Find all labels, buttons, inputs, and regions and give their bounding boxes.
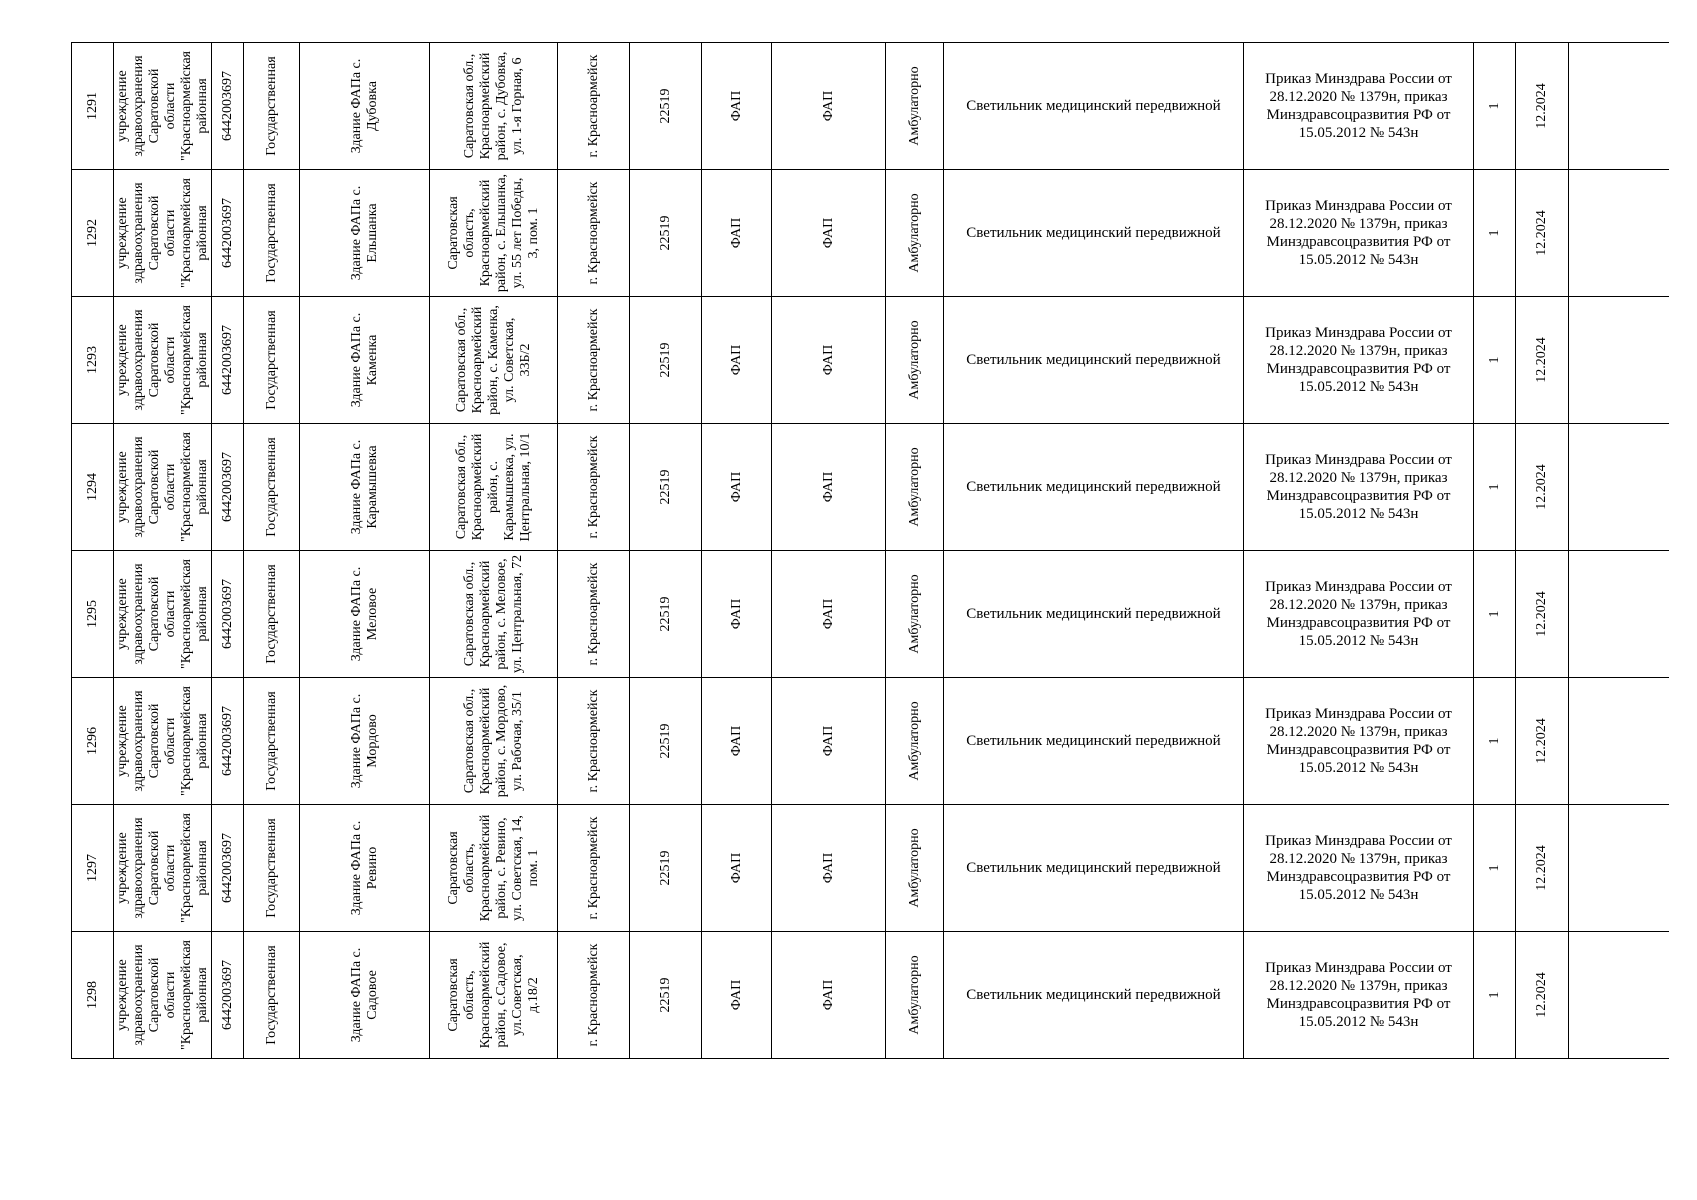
organization-text: учреждение здравоохранения Саратовской области "Красноармейская районная — [114, 305, 210, 415]
unit-type-cell — [771, 43, 885, 169]
address-cell — [429, 297, 557, 423]
city-cell — [557, 678, 629, 804]
care-form-text: Амбулаторно — [906, 574, 922, 654]
facility-type-cell — [701, 43, 771, 169]
code-text: 22519 — [657, 342, 673, 378]
table-row — [71, 931, 1669, 1059]
care-form-text: Амбулаторно — [906, 828, 922, 908]
care-form-cell — [885, 932, 943, 1058]
address-cell — [429, 678, 557, 804]
city-text: г. Красноармейск — [585, 435, 601, 539]
facility-type-cell — [701, 170, 771, 296]
row-number-text: 1293 — [84, 346, 100, 374]
quantity-text: 1 — [1486, 610, 1502, 618]
address-cell — [429, 43, 557, 169]
building-text: Здание ФАПа с. Дубовка — [348, 58, 380, 154]
equipment-table — [71, 42, 1669, 1060]
equipment-cell — [943, 932, 1243, 1058]
facility-type-text: ФАП — [728, 598, 744, 630]
city-cell — [557, 297, 629, 423]
city-text: г. Красноармейск — [585, 816, 601, 920]
organization-cell — [113, 170, 211, 296]
unit-type-cell — [771, 424, 885, 550]
inn-cell — [211, 551, 243, 677]
regulation-text: Приказ Минздрава России от 28.12.2020 № 1379н, приказ Минздравсоцразвития РФ от 15.05.2012 № 543н — [1265, 706, 1452, 776]
facility-type-text: ФАП — [728, 90, 744, 122]
code-cell — [629, 805, 701, 931]
equipment-text: Светильник медицинский передвижной — [966, 860, 1221, 876]
address-text: Саратовская область, Красноармейский район, с. Ельшанка, ул. 55 лет Победы, 3, пом. 1 — [445, 173, 541, 293]
ownership-cell — [243, 932, 299, 1058]
address-text: Саратовская область, Красноармейский район, с. Ревино, ул. Советская, 14, пом. 1 — [445, 814, 541, 922]
building-cell — [299, 424, 429, 550]
ownership-cell — [243, 424, 299, 550]
organization-text: учреждение здравоохранения Саратовской области "Красноармейская районная — [114, 178, 210, 288]
building-text: Здание ФАПа с. Ревино — [348, 820, 380, 916]
code-text: 22519 — [657, 469, 673, 505]
quantity-cell — [1473, 678, 1515, 804]
quantity-cell — [1473, 297, 1515, 423]
building-cell — [299, 551, 429, 677]
unit-type-cell — [771, 551, 885, 677]
equipment-text: Светильник медицинский передвижной — [966, 479, 1221, 495]
facility-type-cell — [701, 297, 771, 423]
regulation-text: Приказ Минздрава России от 28.12.2020 № 1379н, приказ Минздравсоцразвития РФ от 15.05.2012 № 543н — [1265, 198, 1452, 268]
ownership-cell — [243, 170, 299, 296]
organization-text: учреждение здравоохранения Саратовской области "Красноармейская районная — [114, 940, 210, 1050]
ownership-text: Государственная — [263, 564, 279, 664]
table-row — [71, 550, 1669, 677]
care-form-cell — [885, 805, 943, 931]
city-cell — [557, 170, 629, 296]
code-cell — [629, 170, 701, 296]
organization-text: учреждение здравоохранения Саратовской области "Красноармейская районная — [114, 432, 210, 542]
organization-cell — [113, 43, 211, 169]
facility-type-text: ФАП — [728, 344, 744, 376]
building-text: Здание ФАПа с. Ельшанка — [348, 185, 380, 281]
table-row — [71, 169, 1669, 296]
care-form-cell — [885, 551, 943, 677]
quantity-cell — [1473, 551, 1515, 677]
address-text: Саратовская обл., Красноармейский район, с. Каменка, ул. Советская, 33Б/2 — [453, 305, 533, 415]
equipment-text: Светильник медицинский передвижной — [966, 98, 1221, 114]
regulation-cell — [1243, 805, 1473, 931]
facility-type-cell — [701, 805, 771, 931]
row-number-text: 1296 — [84, 727, 100, 755]
city-cell — [557, 932, 629, 1058]
ownership-text: Государственная — [263, 691, 279, 791]
care-form-cell — [885, 297, 943, 423]
care-form-text: Амбулаторно — [906, 320, 922, 400]
building-cell — [299, 678, 429, 804]
inn-text: 6442003697 — [219, 198, 235, 268]
row-number-cell — [71, 551, 113, 677]
equipment-text: Светильник медицинский передвижной — [966, 987, 1221, 1003]
equipment-text: Светильник медицинский передвижной — [966, 733, 1221, 749]
address-cell — [429, 932, 557, 1058]
city-text: г. Красноармейск — [585, 943, 601, 1047]
care-form-text: Амбулаторно — [906, 701, 922, 781]
unit-type-text: ФАП — [820, 598, 836, 630]
equipment-cell — [943, 424, 1243, 550]
quantity-cell — [1473, 932, 1515, 1058]
care-form-cell — [885, 170, 943, 296]
address-text: Саратовская обл., Красноармейский район, с. Карамышевка, ул. Центральная, 10/1 — [453, 432, 533, 542]
care-form-text: Амбулаторно — [906, 66, 922, 146]
address-text: Саратовская обл., Красноармейский район, с. Дубовка, ул. 1-я Горная, 6 — [461, 51, 525, 161]
code-cell — [629, 551, 701, 677]
ownership-text: Государственная — [263, 437, 279, 537]
code-cell — [629, 297, 701, 423]
row-number-cell — [71, 297, 113, 423]
row-number-cell — [71, 805, 113, 931]
city-cell — [557, 805, 629, 931]
inn-cell — [211, 678, 243, 804]
regulation-cell — [1243, 43, 1473, 169]
organization-text: учреждение здравоохранения Саратовской области "Красноармейская районная — [114, 559, 210, 669]
equipment-text: Светильник медицинский передвижной — [966, 606, 1221, 622]
row-number-cell — [71, 932, 113, 1058]
quantity-text: 1 — [1486, 483, 1502, 491]
ownership-cell — [243, 805, 299, 931]
code-text: 22519 — [657, 977, 673, 1013]
equipment-cell — [943, 551, 1243, 677]
organization-cell — [113, 932, 211, 1058]
date-cell — [1515, 678, 1569, 804]
organization-cell — [113, 678, 211, 804]
city-text: г. Красноармейск — [585, 689, 601, 793]
code-cell — [629, 43, 701, 169]
facility-type-cell — [701, 551, 771, 677]
date-text: 12.2024 — [1534, 591, 1549, 637]
inn-text: 6442003697 — [219, 833, 235, 903]
date-cell — [1515, 551, 1569, 677]
organization-cell — [113, 551, 211, 677]
inn-cell — [211, 43, 243, 169]
ownership-text: Государственная — [263, 945, 279, 1045]
organization-text: учреждение здравоохранения Саратовской области "Красноармейская районная — [114, 686, 210, 796]
date-text: 12.2024 — [1534, 337, 1549, 383]
inn-cell — [211, 932, 243, 1058]
facility-type-text: ФАП — [728, 217, 744, 249]
facility-type-text: ФАП — [728, 852, 744, 884]
regulation-cell — [1243, 678, 1473, 804]
code-text: 22519 — [657, 596, 673, 632]
address-cell — [429, 551, 557, 677]
care-form-cell — [885, 43, 943, 169]
ownership-cell — [243, 678, 299, 804]
city-cell — [557, 551, 629, 677]
quantity-text: 1 — [1486, 991, 1502, 999]
city-text: г. Красноармейск — [585, 54, 601, 158]
facility-type-cell — [701, 424, 771, 550]
organization-text: учреждение здравоохранения Саратовской области "Красноармейская районная — [114, 813, 210, 923]
building-text: Здание ФАПа с. Меловое — [348, 566, 380, 662]
regulation-cell — [1243, 170, 1473, 296]
unit-type-cell — [771, 678, 885, 804]
inn-text: 6442003697 — [219, 960, 235, 1030]
ownership-cell — [243, 43, 299, 169]
quantity-cell — [1473, 805, 1515, 931]
date-cell — [1515, 170, 1569, 296]
building-cell — [299, 170, 429, 296]
inn-text: 6442003697 — [219, 579, 235, 649]
inn-text: 6442003697 — [219, 325, 235, 395]
date-text: 12.2024 — [1534, 464, 1549, 510]
facility-type-cell — [701, 932, 771, 1058]
date-text: 12.2024 — [1534, 83, 1549, 129]
table-row — [71, 296, 1669, 423]
equipment-cell — [943, 170, 1243, 296]
inn-cell — [211, 297, 243, 423]
code-text: 22519 — [657, 88, 673, 124]
equipment-cell — [943, 805, 1243, 931]
code-text: 22519 — [657, 850, 673, 886]
unit-type-text: ФАП — [820, 90, 836, 122]
unit-type-cell — [771, 297, 885, 423]
quantity-text: 1 — [1486, 102, 1502, 110]
regulation-text: Приказ Минздрава России от 28.12.2020 № 1379н, приказ Минздравсоцразвития РФ от 15.05.2012 № 543н — [1265, 452, 1452, 522]
date-cell — [1515, 297, 1569, 423]
date-text: 12.2024 — [1534, 718, 1549, 764]
row-number-text: 1291 — [84, 92, 100, 120]
unit-type-text: ФАП — [820, 217, 836, 249]
regulation-text: Приказ Минздрава России от 28.12.2020 № 1379н, приказ Минздравсоцразвития РФ от 15.05.2012 № 543н — [1265, 325, 1452, 395]
quantity-cell — [1473, 43, 1515, 169]
regulation-cell — [1243, 932, 1473, 1058]
quantity-text: 1 — [1486, 229, 1502, 237]
building-cell — [299, 43, 429, 169]
quantity-text: 1 — [1486, 737, 1502, 745]
city-cell — [557, 424, 629, 550]
inn-text: 6442003697 — [219, 706, 235, 776]
ownership-text: Государственная — [263, 310, 279, 410]
building-cell — [299, 297, 429, 423]
inn-text: 6442003697 — [219, 452, 235, 522]
table-row — [71, 677, 1669, 804]
regulation-cell — [1243, 424, 1473, 550]
date-cell — [1515, 43, 1569, 169]
code-cell — [629, 424, 701, 550]
organization-text: учреждение здравоохранения Саратовской области "Красноармейская районная — [114, 51, 210, 161]
date-text: 12.2024 — [1534, 845, 1549, 891]
date-cell — [1515, 805, 1569, 931]
date-text: 12.2024 — [1534, 972, 1549, 1018]
date-cell — [1515, 424, 1569, 550]
code-cell — [629, 932, 701, 1058]
row-number-text: 1298 — [84, 981, 100, 1009]
care-form-cell — [885, 424, 943, 550]
address-text: Саратовская область, Красноармейский район, с.Садовое, ул.Советская, д.18/2 — [445, 941, 541, 1049]
regulation-cell — [1243, 551, 1473, 677]
regulation-cell — [1243, 297, 1473, 423]
ownership-text: Государственная — [263, 818, 279, 918]
unit-type-text: ФАП — [820, 344, 836, 376]
regulation-text: Приказ Минздрава России от 28.12.2020 № 1379н, приказ Минздравсоцразвития РФ от 15.05.2012 № 543н — [1265, 579, 1452, 649]
address-text: Саратовская обл., Красноармейский район, с. Мордово, ул. Рабочая, 35/1 — [461, 684, 525, 798]
unit-type-text: ФАП — [820, 979, 836, 1011]
care-form-text: Амбулаторно — [906, 447, 922, 527]
row-number-cell — [71, 43, 113, 169]
unit-type-text: ФАП — [820, 471, 836, 503]
table-row — [71, 804, 1669, 931]
row-number-cell — [71, 424, 113, 550]
quantity-cell — [1473, 170, 1515, 296]
row-number-text: 1292 — [84, 219, 100, 247]
city-text: г. Красноармейск — [585, 181, 601, 285]
ownership-cell — [243, 551, 299, 677]
row-number-text: 1294 — [84, 473, 100, 501]
address-cell — [429, 805, 557, 931]
unit-type-text: ФАП — [820, 725, 836, 757]
regulation-text: Приказ Минздрава России от 28.12.2020 № 1379н, приказ Минздравсоцразвития РФ от 15.05.2012 № 543н — [1265, 71, 1452, 141]
table-row — [71, 42, 1669, 169]
city-cell — [557, 43, 629, 169]
building-text: Здание ФАПа с. Садовое — [348, 947, 380, 1043]
facility-type-text: ФАП — [728, 979, 744, 1011]
code-text: 22519 — [657, 215, 673, 251]
organization-cell — [113, 297, 211, 423]
building-text: Здание ФАПа с. Карамышевка — [348, 439, 380, 535]
inn-cell — [211, 424, 243, 550]
row-number-cell — [71, 678, 113, 804]
unit-type-cell — [771, 932, 885, 1058]
regulation-text: Приказ Минздрава России от 28.12.2020 № 1379н, приказ Минздравсоцразвития РФ от 15.05.2012 № 543н — [1265, 833, 1452, 903]
quantity-text: 1 — [1486, 864, 1502, 872]
organization-cell — [113, 424, 211, 550]
facility-type-text: ФАП — [728, 725, 744, 757]
unit-type-cell — [771, 170, 885, 296]
equipment-text: Светильник медицинский передвижной — [966, 352, 1221, 368]
ownership-cell — [243, 297, 299, 423]
row-number-text: 1297 — [84, 854, 100, 882]
equipment-text: Светильник медицинский передвижной — [966, 225, 1221, 241]
unit-type-cell — [771, 805, 885, 931]
facility-type-text: ФАП — [728, 471, 744, 503]
table-row — [71, 423, 1669, 550]
care-form-text: Амбулаторно — [906, 193, 922, 273]
address-cell — [429, 424, 557, 550]
organization-cell — [113, 805, 211, 931]
regulation-text: Приказ Минздрава России от 28.12.2020 № 1379н, приказ Минздравсоцразвития РФ от 15.05.2012 № 543н — [1265, 960, 1452, 1030]
code-text: 22519 — [657, 723, 673, 759]
quantity-text: 1 — [1486, 356, 1502, 364]
inn-cell — [211, 805, 243, 931]
care-form-cell — [885, 678, 943, 804]
ownership-text: Государственная — [263, 56, 279, 156]
date-text: 12.2024 — [1534, 210, 1549, 256]
address-cell — [429, 170, 557, 296]
inn-cell — [211, 170, 243, 296]
row-number-text: 1295 — [84, 600, 100, 628]
equipment-cell — [943, 297, 1243, 423]
care-form-text: Амбулаторно — [906, 955, 922, 1035]
city-text: г. Красноармейск — [585, 562, 601, 666]
code-cell — [629, 678, 701, 804]
equipment-cell — [943, 678, 1243, 804]
quantity-cell — [1473, 424, 1515, 550]
building-cell — [299, 805, 429, 931]
building-cell — [299, 932, 429, 1058]
address-text: Саратовская обл., Красноармейский район, с. Меловое, ул. Центральная, 72 — [461, 554, 525, 674]
building-text: Здание ФАПа с. Мордово — [348, 693, 380, 789]
inn-text: 6442003697 — [219, 71, 235, 141]
city-text: г. Красноармейск — [585, 308, 601, 412]
ownership-text: Государственная — [263, 183, 279, 283]
unit-type-text: ФАП — [820, 852, 836, 884]
row-number-cell — [71, 170, 113, 296]
facility-type-cell — [701, 678, 771, 804]
equipment-cell — [943, 43, 1243, 169]
building-text: Здание ФАПа с. Каменка — [348, 312, 380, 408]
date-cell — [1515, 932, 1569, 1058]
